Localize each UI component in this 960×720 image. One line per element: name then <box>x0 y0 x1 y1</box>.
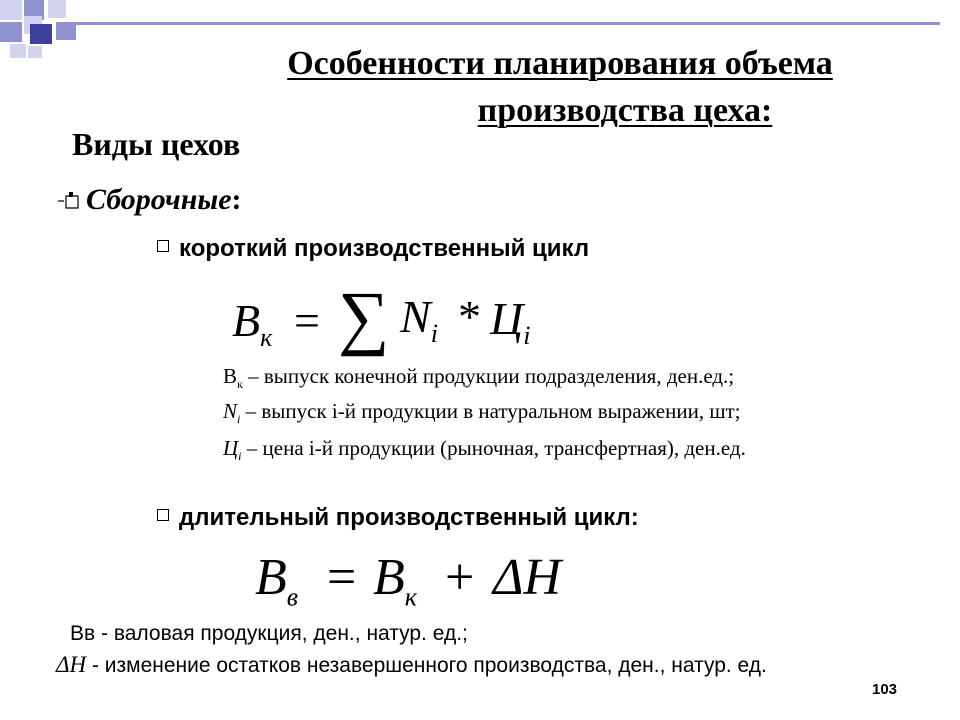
slide-title <box>190 40 930 134</box>
formula-mult: * <box>458 291 481 342</box>
note-bv: Вв - валовая продукция, ден., натур. ед.; <box>70 622 468 645</box>
long-cycle-label: длительный производственный цикл: <box>179 504 639 531</box>
note-dh: ΔH - изменение остатков незавершенного производства, ден., натур. ед. <box>56 652 767 677</box>
formula-ci: $Ц_i$ <box>490 293 531 351</box>
short-cycle-label: короткий производственный цикл <box>179 235 590 262</box>
formula2-bk: $B_к$ <box>373 549 417 612</box>
page-number: 103 <box>872 681 898 698</box>
deco-bar <box>76 22 940 25</box>
formula-bv: $B_в$ <box>255 549 299 612</box>
deco-square <box>28 46 42 58</box>
deco-square <box>30 24 52 44</box>
deco-square <box>0 0 22 20</box>
formula-bk: $B_к$ <box>232 295 273 353</box>
deco-square <box>10 44 26 58</box>
formula2-delta: ΔH <box>493 549 562 606</box>
definition-ni: $N_i$ – выпуск i-й продукции в натуральном выражении, шт; <box>223 399 741 427</box>
assembly-label: Сборочные <box>86 183 232 216</box>
formula2-plus: + <box>445 549 475 606</box>
title-line-2: производства цеха: <box>477 92 773 129</box>
formula-eq: = <box>294 295 320 346</box>
subtitle: Виды цехов <box>72 126 241 162</box>
deco-square <box>0 22 22 42</box>
hollow-square-icon <box>157 509 169 521</box>
assembly-colon: : <box>231 183 242 216</box>
hollow-square-icon <box>157 240 169 252</box>
square-bullet-icon <box>58 190 80 210</box>
sum-icon: ∑ <box>338 277 390 357</box>
formula-ni: $N_i$ <box>400 291 438 349</box>
definition-ci: $Ц_i$ – цена i-й продукции (рыночная, трансфертная), ден.ед. <box>223 436 746 464</box>
long-cycle-item <box>157 502 639 534</box>
formula2-eq: = <box>327 549 357 606</box>
deco-square <box>56 22 76 40</box>
deco-square <box>48 0 66 18</box>
title-line-1: Особенности планирования объема <box>287 45 833 82</box>
short-cycle-item <box>157 233 589 265</box>
definition-bk: $В_к$ – выпуск конечной продукции подразделения, ден.ед.; <box>223 364 735 392</box>
assembly-heading <box>58 181 242 219</box>
